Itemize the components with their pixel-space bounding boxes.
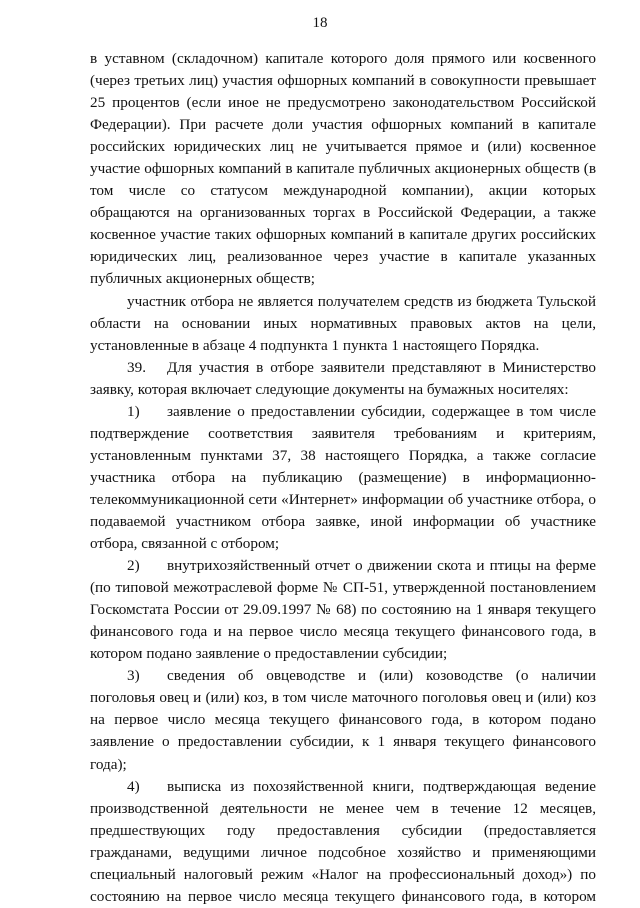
subitem-text: выписка из похозяйственной книги, подтверждающая ведение производственной деятельности не менее чем в течение 12 месяцев, предшествующих году предоставления субсидии (предоставляется гражданами, ведущими личное подсобное хозяйство и применяющими специальный налоговый режим «Налог на профессиональный доход») по состоянию на первое число месяца текущего финансового года, в котором <box>90 777 596 905</box>
subitem-number: 4) <box>127 777 140 795</box>
subitem-number: 2) <box>127 557 140 575</box>
subitem-text: сведения об овцеводстве и (или) козоводстве (о наличии поголовья овец и (или) коз, в том числе маточного поголовья овец и (или) коз на первое число месяца текущего финансового года, в котором подано заявление о предоставлении субсидии, к 1 января текущего финансового года); <box>90 667 596 773</box>
document-body <box>90 48 596 908</box>
subitem-number: 1) <box>127 402 140 420</box>
paragraph-subitem-3 <box>90 665 596 775</box>
paragraph-subitem-2 <box>90 555 596 665</box>
subitem-text: заявление о предоставлении субсидии, содержащее в том числе подтверждение соответствия заявителя требованиям и критериям, установленным пунктами 37, 38 настоящего Порядка, а также согласие участника отбора на публикацию (размещение) в информационно-телекоммуникационной сети «Интернет» информации об участнике отбора, о подаваемой участником отбора заявке, иной информации об участнике отбора, связанной с отбором; <box>90 402 596 553</box>
paragraph-subitem-4 <box>90 776 596 908</box>
subitem-number: 3) <box>127 667 140 685</box>
paragraph-item-39 <box>90 357 596 401</box>
item-number: 39. <box>127 358 146 376</box>
paragraph-offshore-continuation: в уставном (складочном) капитале которого доля прямого или косвенного (через третьих лиц) участия офшорных компаний в совокупности превышает 25 процентов (если иное не предусмотрено законодательством Российской Федерации). При расчете доли участия офшорных компаний в капитале российских юридических лиц не учитывается прямое и (или) косвенное участие офшорных компаний в капитале публичных акционерных обществ (в том числе со статусом международной компании), акции которых обращаются на организованных торгах в Российской Федерации, а также косвенное участие таких офшорных компаний в капитале других российских юридических лиц, реализованное через участие в капитале указанных публичных акционерных обществ; <box>90 50 596 288</box>
item-text: Для участия в отборе заявители представляют в Министерство заявку, которая включает следующие документы на бумажных носителях: <box>90 358 596 398</box>
paragraph-subitem-1 <box>90 401 596 555</box>
subitem-text: внутрихозяйственный отчет о движении скота и птицы на ферме (по типовой межотраслевой форме № СП-51, утвержденной постановлением Госкомстата России от 29.09.1997 № 68) по состоянию на 1 января текущего финансового года и на первое число месяца текущего финансового года, в котором подано заявление о предоставлении субсидии; <box>90 557 596 663</box>
paragraph-budget-funds: участник отбора не является получателем средств из бюджета Тульской области на основании иных нормативных правовых актов на цели, установленные в абзаце 4 подпункта 1 пункта 1 настоящего Порядка. <box>90 292 596 354</box>
page-number: 18 <box>312 15 328 31</box>
